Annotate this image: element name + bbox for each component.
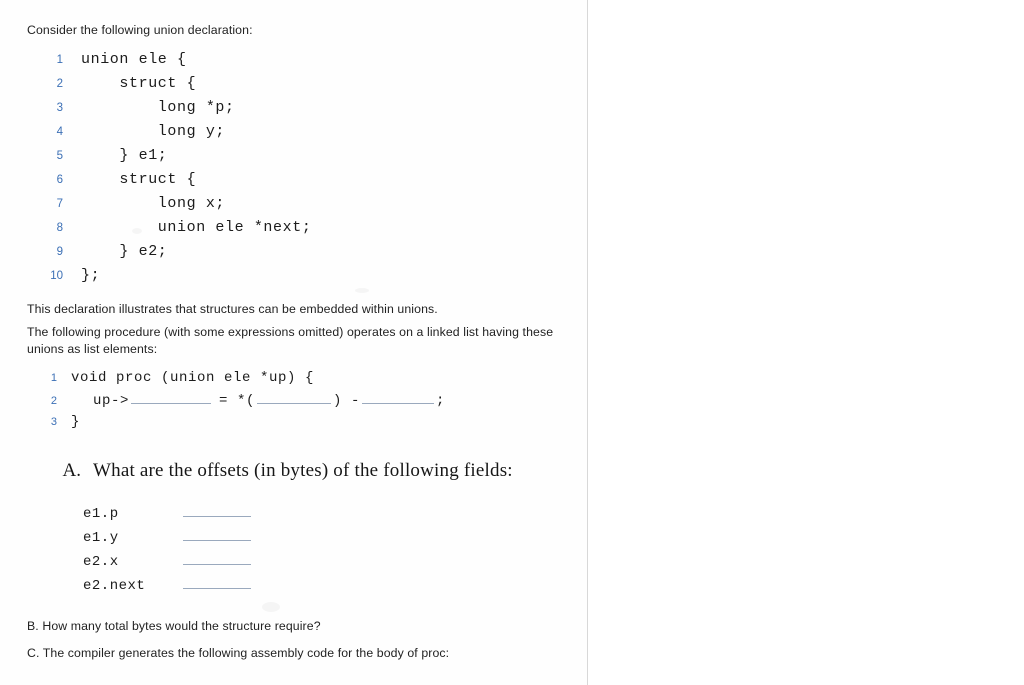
answer-blank[interactable] [257,392,331,404]
union-declaration-code [27,51,563,291]
line-number: 2 [50,395,57,407]
list-item [83,504,563,528]
field-label: e1.y [83,530,119,546]
procedure-intro-paragraph: The following procedure (with some expressions omitted) operates on a linked list having these unions as list elements: [27,325,554,356]
code-line [27,195,563,219]
answer-blank[interactable] [183,504,251,517]
code-text: void proc (union ele *up) { [71,370,315,386]
code-text: union ele { [81,51,187,68]
note-paragraph: This declaration illustrates that structures can be embedded within unions. [27,302,438,316]
answer-blank[interactable] [183,576,251,589]
code-line [27,243,563,267]
code-text: long *p; [81,99,235,116]
procedure-code [27,370,563,436]
code-line [27,414,563,436]
line-number: 3 [56,102,63,114]
line-number: 10 [50,270,63,282]
code-line [27,51,563,75]
line-number: 4 [56,126,63,138]
code-text-end: ; [436,393,446,409]
code-text: struct { [81,171,197,188]
intro-paragraph: Consider the following union declaration: [27,23,253,37]
code-line [27,267,563,291]
field-label: e2.next [83,578,146,594]
answer-blank[interactable] [131,392,211,404]
code-text: } e2; [81,243,168,260]
line-number: 8 [56,222,63,234]
code-text: long x; [81,195,226,212]
code-line [27,99,563,123]
code-text: union ele *next; [81,219,312,236]
code-text-close: ) - [333,393,361,409]
line-number: 5 [56,150,63,162]
code-text-mid: = *( [219,393,256,409]
field-label: e2.x [83,554,119,570]
line-number: 2 [56,78,63,90]
code-line [27,370,563,392]
code-line [27,123,563,147]
question-c-text: C. The compiler generates the following assembly code for the body of proc: [27,646,450,660]
line-number: 7 [56,198,63,210]
code-line [27,147,563,171]
code-text: }; [81,267,101,284]
question-b-text: B. How many total bytes would the structure require? [27,619,321,633]
code-text: } e1; [81,147,168,164]
line-number: 1 [56,54,63,66]
question-a-letter: A. [62,460,81,481]
code-text: } [71,414,81,430]
question-a-text: What are the offsets (in bytes) of the following fields: [93,460,513,481]
code-text-prefix: up-> [93,393,130,409]
list-item [83,552,563,576]
question-a [27,460,563,482]
code-line [27,219,563,243]
offset-fields-list [83,504,563,600]
line-number: 6 [56,174,63,186]
code-text: struct { [81,75,197,92]
answer-blank[interactable] [183,552,251,565]
field-label: e1.p [83,506,119,522]
code-line [27,75,563,99]
code-line [27,392,563,414]
list-item [83,528,563,552]
list-item [83,576,563,600]
line-number: 3 [50,416,57,428]
question-tail [27,618,563,662]
code-text: long y; [81,123,226,140]
code-line [27,171,563,195]
line-number: 9 [56,246,63,258]
answer-blank[interactable] [183,528,251,541]
answer-blank[interactable] [362,392,434,404]
line-number: 1 [50,372,57,384]
blank-right-pane [589,0,1024,685]
